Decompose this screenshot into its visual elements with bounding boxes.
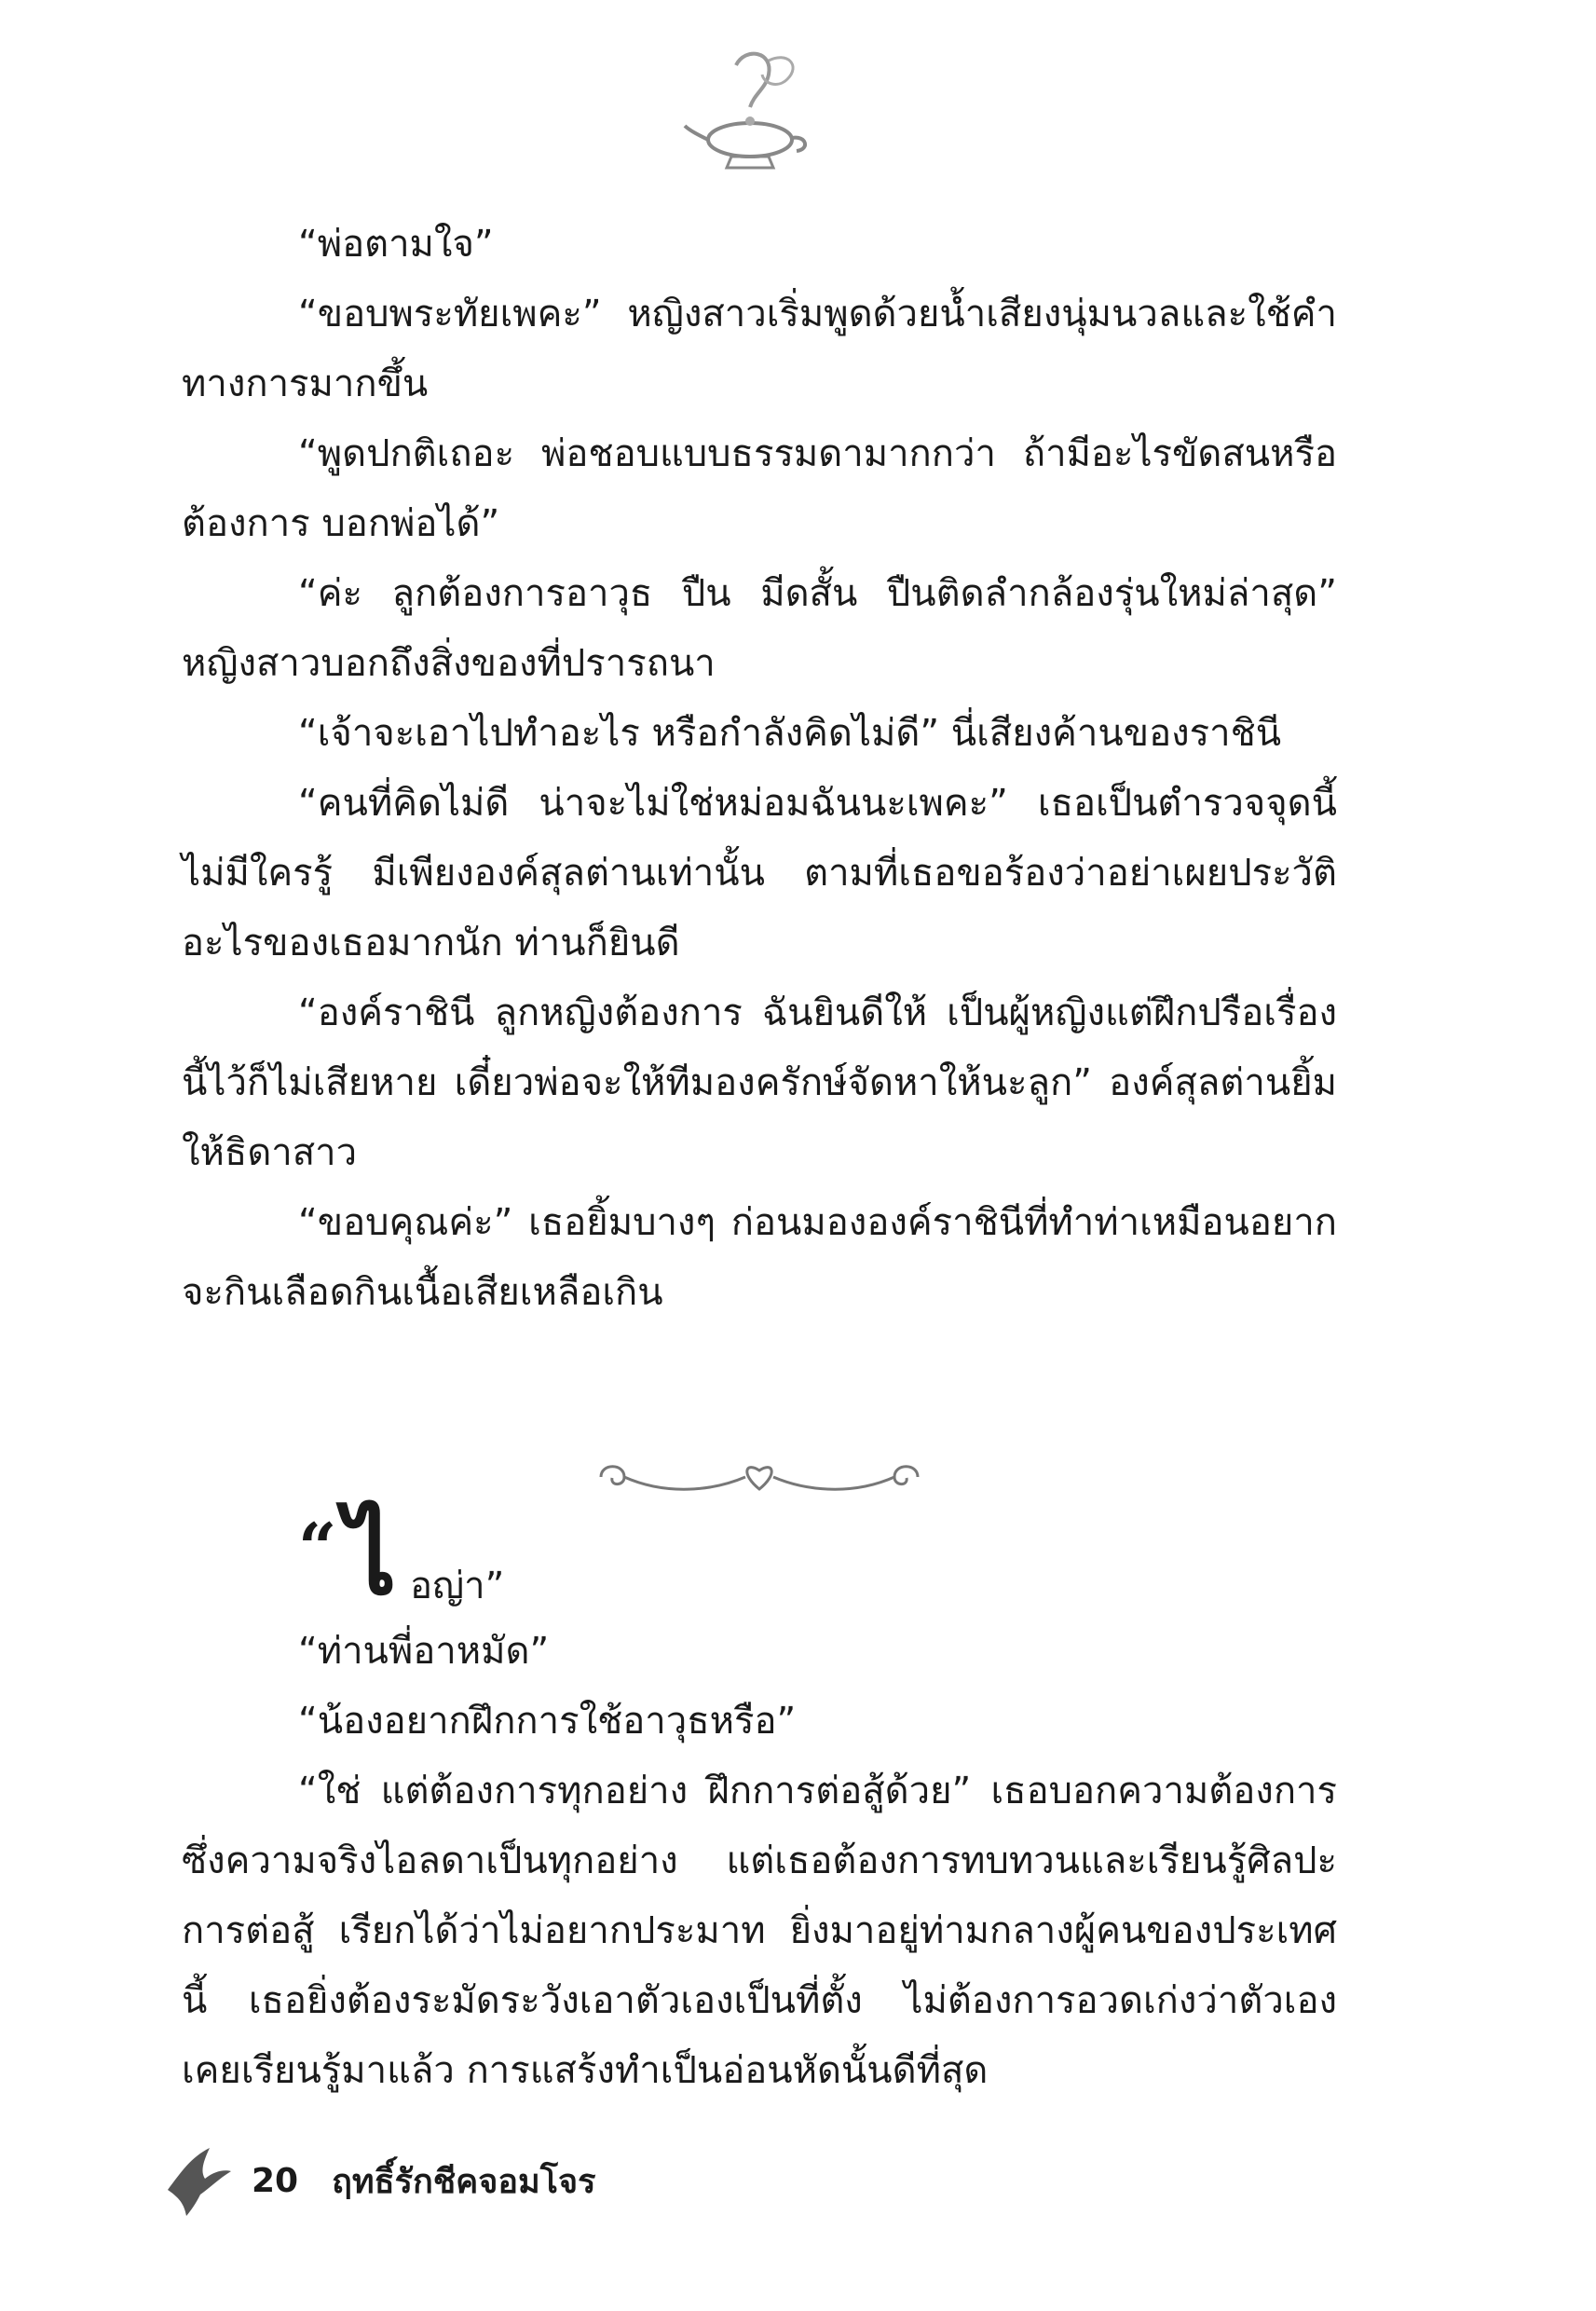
paragraph: “พ่อตามใจ” <box>298 223 494 266</box>
bird-icon <box>158 2143 233 2218</box>
dropcap-paragraph <box>182 1497 1337 1618</box>
paragraph: “เจ้าจะเอาไปทำอะไร หรือกำลังคิดไม่ดี” นี่เสียงค้านของราชินี <box>298 712 1282 755</box>
paragraph: “ใช่ แต่ต้องการทุกอย่าง ฝึกการต่อสู้ด้วย” เธอบอกความต้องการซึ่งความจริงไอลดาเป็นทุกอย่าง แต่เธอต้องการทบทวนและเรียนรู้ศิลปะการต่อสู้ เรียกได้ว่าไม่อยากประมาท ยิ่งมาอยู่ท่ามกลางผู้คนของประเทศนี้ เธอยิ่งต้องระมัดระวังเอาตัวเองเป็นที่ตั้ง ไม่ต้องการอวดเก่งว่าตัวเองเคยเรียนรู้มาแล้ว การแสร้งทำเป็นอ่อนหัดนั้นดีที่สุด <box>182 1770 1337 2092</box>
dropcap-quote: “ <box>298 1508 337 1587</box>
heart-flourish-icon <box>582 1454 936 1500</box>
book-title: ฤทธิ์รักชีคจอมโจร <box>332 2162 596 2201</box>
paragraph: “น้องอยากฝึกการใช้อาวุธหรือ” <box>298 1700 797 1743</box>
text-block-1 <box>182 210 1337 1328</box>
paragraph: “ท่านพี่อาหมัด” <box>298 1630 550 1673</box>
paragraph: “ขอบคุณค่ะ” เธอยิ้มบางๆ ก่อนมององค์ราชินีที่ทำท่าเหมือนอยากจะกินเลือดกินเนื้อเสียเหลือเกิน <box>182 1201 1337 1314</box>
paragraph: “ขอบพระทัยเพคะ” หญิงสาวเริ่มพูดด้วยน้ำเสียงนุ่มนวลและใช้คำทางการมากขึ้น <box>182 293 1337 405</box>
page-number: 20 <box>252 2161 299 2200</box>
paragraph: “คนที่คิดไม่ดี น่าจะไม่ใช่หม่อมฉันนะเพคะ” เธอเป็นตำรวจจุดนี้ไม่มีใครรู้ มีเพียงองค์สุลต่านเท่านั้น ตามที่เธอขอร้องว่าอย่าเผยประวัติอะไรของเธอมากนัก ท่านก็ยินดี <box>182 782 1337 964</box>
paragraph: “องค์ราชินี ลูกหญิงต้องการ ฉันยินดีให้ เป็นผู้หญิงแต่ฝึกปรือเรื่องนี้ไว้ก็ไม่เสียหาย เดี๋ยวพ่อจะให้ทีมองครักษ์จัดหาให้นะลูก” องค์สุลต่านยิ้มให้ธิดาสาว <box>182 991 1337 1174</box>
page-footer <box>158 2143 595 2218</box>
dropcap-letter: ไ <box>345 1497 397 1618</box>
paragraph: “ค่ะ ลูกต้องการอาวุธ ปืน มีดสั้น ปืนติดลำกล้องรุ่นใหม่ล่าสุด” หญิงสาวบอกถึงสิ่งของที่ปรารถนา <box>182 572 1337 685</box>
lamp-genie-icon <box>680 47 820 177</box>
paragraph: “พูดปกติเถอะ พ่อชอบแบบธรรมดามากกว่า ถ้ามีอะไรขัดสนหรือต้องการ บอกพ่อได้” <box>182 432 1337 545</box>
text-block-2 <box>182 1497 1337 2106</box>
dropcap-rest: อญ่า” <box>410 1565 505 1607</box>
